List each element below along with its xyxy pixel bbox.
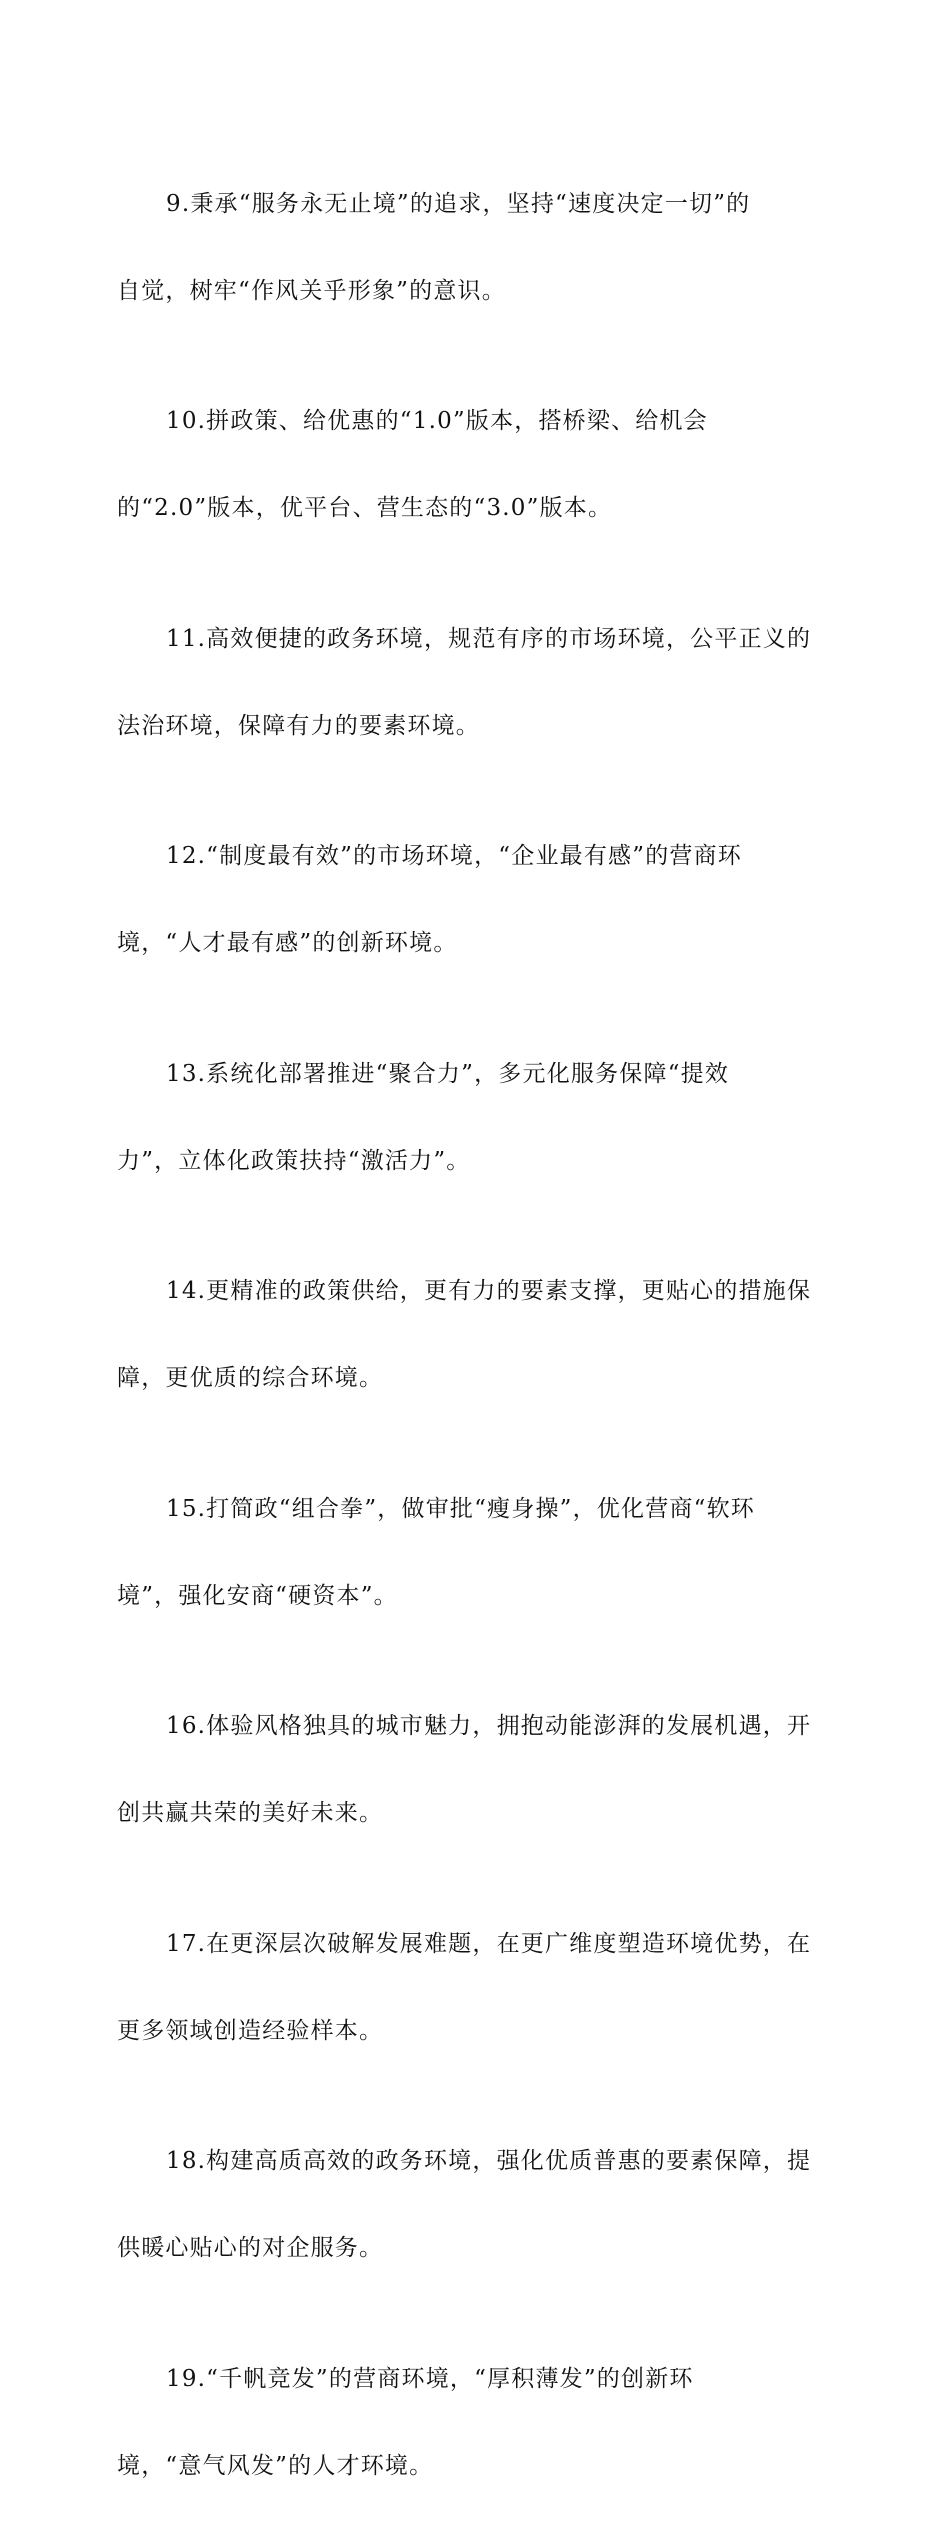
paragraph-line: 更多领域创造经验样本。 bbox=[117, 2017, 384, 2044]
paragraph-line: 10.拼政策、给优惠的“1.0”版本，搭桥梁、给机会 bbox=[166, 408, 708, 434]
paragraph-9 bbox=[117, 139, 833, 357]
paragraph-line: 创共赢共荣的美好未来。 bbox=[117, 1800, 384, 1826]
paragraph-line: 12.“制度最有效”的市场环境，“企业最有感”的营商环 bbox=[166, 843, 743, 869]
paragraph-18 bbox=[117, 2097, 833, 2315]
paragraph-10 bbox=[117, 357, 833, 575]
paragraph-13 bbox=[117, 1009, 833, 1227]
paragraph-line: 19.“千帆竞发”的营商环境，“厚积薄发”的创新环 bbox=[166, 2365, 694, 2392]
paragraph-line: 法治环境，保障有力的要素环境。 bbox=[117, 712, 480, 739]
paragraph-line: 境，“意气风发”的人才环境。 bbox=[117, 2452, 434, 2479]
paragraph-line: 18.构建高质高效的政务环境，强化优质普惠的要素保障，提 bbox=[166, 2148, 812, 2174]
paragraph-line: 17.在更深层次破解发展难题，在更广维度塑造环境优势，在 bbox=[166, 1930, 812, 1957]
document-body bbox=[117, 139, 833, 2532]
paragraph-line: 13.系统化部署推进“聚合力”，多元化服务保障“提效 bbox=[166, 1060, 730, 1087]
paragraph-12 bbox=[117, 792, 833, 1010]
paragraph-15 bbox=[117, 1444, 833, 1662]
paragraph-14 bbox=[117, 1227, 833, 1445]
paragraph-line: 力”，立体化政策扶持“激活力”。 bbox=[117, 1147, 471, 1174]
paragraph-line: 自觉，树牢“作风关乎形象”的意识。 bbox=[117, 277, 506, 304]
paragraph-11 bbox=[117, 574, 833, 792]
paragraph-line: 11.高效便捷的政务环境，规范有序的市场环境，公平正义的 bbox=[166, 625, 812, 652]
paragraph-17 bbox=[117, 1879, 833, 2097]
paragraph-line: 15.打简政“组合拳”，做审批“瘦身操”，优化营商“软环 bbox=[166, 1495, 755, 1522]
paragraph-line: 16.体验风格独具的城市魅力，拥抱动能澎湃的发展机遇，开 bbox=[166, 1713, 812, 1739]
paragraph-line: 境”，强化安商“硬资本”。 bbox=[117, 1582, 398, 1609]
paragraph-line: 障，更优质的综合环境。 bbox=[117, 1365, 384, 1391]
paragraph-line: 境，“人才最有感”的创新环境。 bbox=[117, 930, 458, 956]
paragraph-16 bbox=[117, 1662, 833, 1880]
paragraph-19 bbox=[117, 2314, 833, 2532]
paragraph-line: 的“2.0”版本，优平台、营生态的“3.0”版本。 bbox=[117, 495, 613, 521]
paragraph-line: 供暖心贴心的对企服务。 bbox=[117, 2235, 384, 2261]
paragraph-line: 9.秉承“服务永无止境”的追求，坚持“速度决定一切”的 bbox=[166, 190, 751, 217]
paragraph-line: 14.更精准的政策供给，更有力的要素支撑，更贴心的措施保 bbox=[166, 1278, 812, 1304]
